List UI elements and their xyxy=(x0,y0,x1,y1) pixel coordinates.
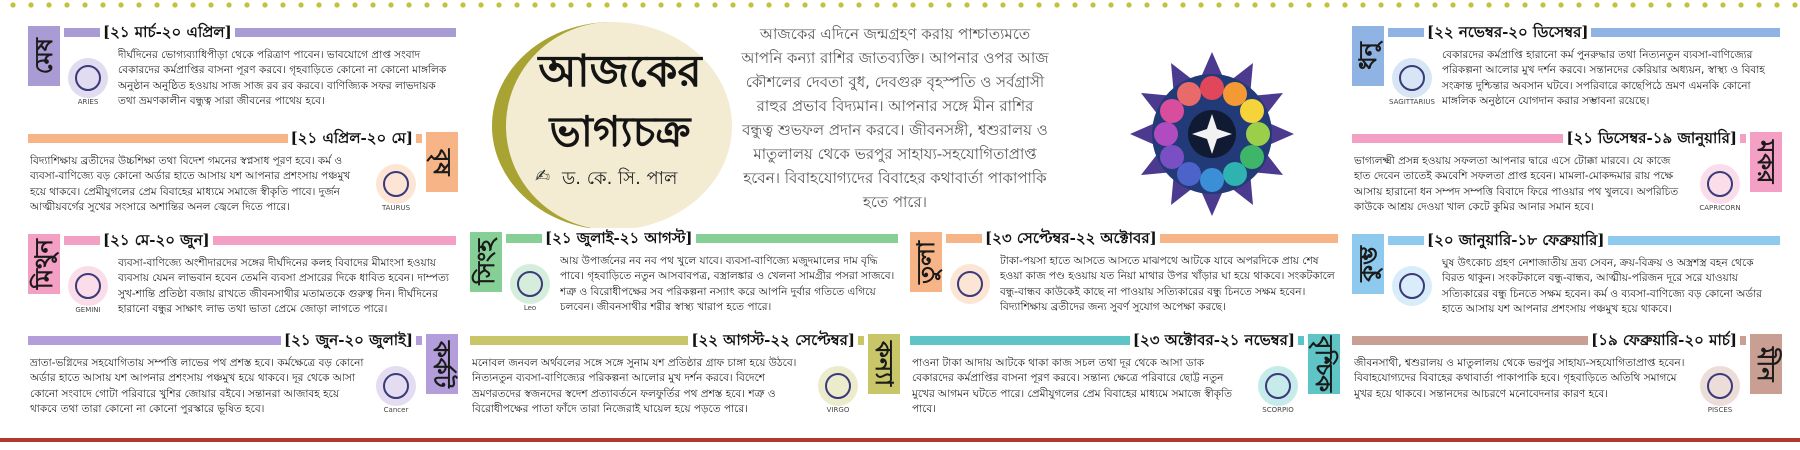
sign-block-kanya xyxy=(470,330,900,426)
tula-zodiac-icon xyxy=(944,260,996,312)
sign-block-karkat xyxy=(28,330,458,426)
title-line-1: আজকের xyxy=(538,46,702,97)
sign-date-range: [২১ ডিসেম্বর-১৯ জানুয়ারি] xyxy=(1563,128,1740,148)
sign-date-range: [২২ আগস্ট-২২ সেপ্টেম্বর] xyxy=(688,330,858,350)
sign-name-tab xyxy=(1308,334,1340,394)
sign-date-range: [২২ নভেম্বর-২০ ডিসেম্বর] xyxy=(1424,22,1591,42)
mithun-zodiac-icon xyxy=(62,262,114,314)
bottom-rule xyxy=(0,438,1800,442)
sign-name: কন্যা xyxy=(870,341,899,387)
zodiac-wheel-image xyxy=(1128,50,1296,218)
sign-block-singha xyxy=(470,228,900,324)
top-dotted-border xyxy=(0,0,1800,10)
dhanu-zodiac-icon xyxy=(1386,54,1438,106)
sign-date-range: [২১ এপ্রিল-২০ মে] xyxy=(288,128,416,148)
sign-name: ধনু xyxy=(1353,42,1382,70)
sign-name: বৃশ্চিক xyxy=(1310,335,1339,393)
sign-block-kumbha xyxy=(1352,230,1782,326)
sign-forecast-text: বেকারদের কর্মপ্রাপ্তি হারানো কর্ম পুনরুদ্ধার তথা নিত্যনতুন ব্যবসা-বাণিজ্যের পরিকল্পনা আলোর মুখ দর্শন করবে। সন্তানদের কেরিয়ার অধ্যয়ন, স্বাস্থ্য ও বিবাহ সংক্রান্ত দুশ্চিন্তার অবসান ঘটবে। সপরিবারে কাছেপিঠে ভ্রমণ এমনকি কোনো মাঙ্গলিক অনুষ্ঠানে যোগদান করার সম্ভাবনা রয়েছে। xyxy=(1442,49,1765,107)
sign-block-brishchik xyxy=(910,330,1340,426)
sign-date-range: [২১ মে-২০ জুন] xyxy=(100,230,213,250)
meen-zodiac-icon xyxy=(1694,362,1746,414)
sign-block-makar xyxy=(1352,128,1782,224)
sign-date-range: [২৩ সেপ্টেম্বর-২২ অক্টোবর] xyxy=(982,228,1160,248)
sign-date-range: [২১ জুন-২০ জুলাই] xyxy=(281,330,416,350)
sign-date-range: [১৯ ফেব্রুয়ারি-২০ মার্চ] xyxy=(1588,330,1740,350)
sign-date-range: [২৩ অক্টোবর-২১ নভেম্বর] xyxy=(1130,330,1298,350)
sign-name-tab xyxy=(910,232,942,292)
zodiac-icon-label: CAPRICORN xyxy=(1699,204,1741,212)
singha-zodiac-icon xyxy=(504,260,556,312)
sign-forecast-text: বিদ্যাশিক্ষায় ব্রতীদের উচ্চশিক্ষা তথা বিদেশ গমনের স্বপ্নসাধ পূরণ হবে। কর্ম ও ব্যবসা-বাণিজ্যে বড় কোনো অর্ডার হাতে আসায় যশ আপনার প্রশংসায় পঞ্চমুখ হয়ে থাকবে। প্রেমীযুগলের প্রেম বিবাহের মাধ্যমে সমাজে স্বীকৃতি পাবে। দুর্জন আত্মীয়বর্গের সুখের সংসারে অশান্তির অনল জ্বেলে দিতে পারে। xyxy=(30,155,351,213)
sign-forecast-text: দীর্ঘদিনের ভোগ্যব্যাধিপীড়া থেকে পরিত্রাণ পাবেন। ভাবযোগে প্রাপ্ত সংবাদ বেকারদের কর্মপ্রাপ্তির বাসনা পূরণ করবে। গৃহবাড়িতে কোনো না কোনো মাঙ্গলিক অনুষ্ঠান অনুষ্ঠিত হওয়ায় সাজ সাজ রব রব করবে। বাণিজ্যিক সফর লাভদায়ক তথা ভ্রমণকালীন বন্ধুত্ব সারা জীবনের পাথেয় হবে। xyxy=(118,49,447,107)
sign-name-tab xyxy=(1352,234,1384,294)
makar-zodiac-icon xyxy=(1694,160,1746,212)
sign-forecast-text: ভ্রাতা-ভগ্নিদের সহযোগিতায় সম্পত্তি লাভের পথ প্রশস্ত হবে। কর্মক্ষেত্রে বড় কোনো অর্ডার হাতে আসায় যশ আপনার প্রশংসায় পঞ্চমুখ হয়ে থাকবে। দূর থেকে আসা কোনো সংবাদে গোটা পরিবারে খুশির জোয়ার বইবে। সন্তানরা আজাবহ হয়ে থাকবে তথা তারা কোনো না কোনো পুরস্কারে ভূষিত হবে। xyxy=(30,357,364,415)
brishchik-zodiac-icon xyxy=(1252,362,1304,414)
mesh-zodiac-icon xyxy=(62,54,114,106)
sign-name: কুম্ভ xyxy=(1353,246,1382,282)
brish-zodiac-icon xyxy=(370,160,422,212)
sign-name-tab xyxy=(470,232,502,292)
zodiac-icon-label: VIRGO xyxy=(826,406,850,414)
sign-date-range: [২০ জানুয়ারি-১৮ ফেব্রুয়ারি] xyxy=(1424,230,1608,250)
zodiac-icon-label: SCORPIO xyxy=(1262,406,1294,414)
sign-name-tab xyxy=(28,26,60,86)
sign-forecast-text: ভাগ্যলক্ষ্মী প্রসন্ন হওয়ায় সফলতা আপনার দ্বারে এসে টোক্কা মারবে। যে কাজে হাত দেবেন তাতেই কমবেশি সফলতা প্রাপ্ত হবেন। মামলা-মোকদ্দমার রায় পক্ষে আসায় হারানো ধন সম্পদ সম্পত্তি বিবাদে ফিরে পাওয়ার পথ খুলবে। অপরিচিত কাউকে আশ্রয় দেওয়া খাল কেটে কুমির আনার সমান হবে। xyxy=(1354,155,1679,213)
sign-block-dhanu xyxy=(1352,22,1782,118)
sign-block-mesh xyxy=(28,22,458,118)
zodiac-icon-label: Leo xyxy=(523,304,537,312)
pen-icon: ✍ xyxy=(535,166,551,187)
sign-name-tab xyxy=(426,334,458,394)
author-name: ড. কে. সি. পাল xyxy=(562,168,678,189)
kanya-zodiac-icon xyxy=(812,362,864,414)
karkat-zodiac-icon xyxy=(370,362,422,414)
sign-name: মকর xyxy=(1752,140,1781,184)
sign-block-brish xyxy=(28,128,458,224)
sign-block-meen xyxy=(1352,330,1782,426)
sign-forecast-text: ঘুষ উৎকোচ গ্রহণ নেশাজাতীয় দ্রব্য সেবন, ক্রয়-বিক্রয় ও অস্ত্রশস্ত্র বহন থেকে বিরত থাকুন। সংকটকালে বন্ধু-বান্ধব, আত্মীয়-পরিজন দূরে সরে যাওয়ায় সত্যিকারের বন্ধু চিনতে সক্ষম হবেন। কর্ম ও ব্যবসা-বাণিজ্যে বড় কোনো অর্ডার হাতে আসায় যশ আপনার প্রশংসায় পঞ্চমুখ হয়ে থাকবে। xyxy=(1442,257,1762,315)
sign-name: সিংহ xyxy=(471,239,500,285)
sign-name: মিথুন xyxy=(29,238,58,290)
zodiac-icon-label: Cancer xyxy=(383,406,409,414)
sign-forecast-text: মনোবল জনবল অর্থবলের সঙ্গে সঙ্গে সুনাম যশ প্রতিষ্ঠার গ্রাফ চাঙ্গা হয়ে উঠবে। নিত্যনতুন ব্যবসা-বাণিজ্যের পরিকল্পনা আলোর মুখ দর্শন করবে। বিদেশে ভ্রমণরতদের স্বজনদের স্বদেশ প্রত্যাবর্তনে ফলফুর্তির পথ প্রশস্ত হবে। শত্রু ও বিরোধীপক্ষের পাতা ফাঁদে তারা নিজেরাই ঘায়েল হয়ে পড়তে পারে। xyxy=(472,357,797,415)
sign-name-tab xyxy=(426,132,458,192)
sign-forecast-text: টাকা-পয়সা হাতে আসতে আসতে মাঝপথে আটকে যাবে অপরদিকে প্রায় শেষ হওয়া কাজ পণ্ড হওয়ায় যত নিয়া মাথার উপর খাঁড়ার ঘা হয়ে থাকবে। সংকটকালে বন্ধু-বান্ধব কাউকেই কাছে না পাওয়ায় সত্যিকারের বন্ধু চিনতে সক্ষম হবেন। বিদ্যাশিক্ষায় ব্রতীদের জন্য সুবর্ণ সুযোগ অপেক্ষা করছে। xyxy=(1000,255,1335,313)
sign-block-tula xyxy=(910,228,1340,324)
sign-name-tab xyxy=(1750,132,1782,192)
sign-forecast-text: জীবনসাথী, শ্বশুরালয় ও মাতুলালয় থেকে ভরপুর সাহায্য-সহযোগিতাপ্রাপ্ত হবেন। বিবাহযোগ্যদের বিবাহের কথাবার্তা পাকাপাকি হবে। গৃহবাড়িতে অতিথি সমাগমে মুখর হয়ে থাকবে। সন্তানদের আচরণে মনোবেদনার কারণ হবে। xyxy=(1354,357,1685,400)
sign-forecast-text: আয় উপার্জনের নব নব পথ খুলে যাবে। ব্যবসা-বাণিজ্যে মজুদমালের দাম বৃদ্ধি পাবে। গৃহবাড়িতে নতুন আসবাবপত্র, বস্ত্রালঙ্কার ও খেলনা সামগ্রীর পসরা সাজবে। শত্রু ও বিরোধীপক্ষের সব পরিকল্পনা নস্যাৎ করে আপনি দুর্বার গতিতে এগিয়ে চলবেন। জীবনসাথীর শরীর স্বাস্থ্য খারাপ হতে পারে। xyxy=(560,255,895,313)
zodiac-icon-label: GEMINI xyxy=(75,306,101,314)
zodiac-icon-label: SAGITTARIUS xyxy=(1389,98,1435,106)
sign-name: বৃষ xyxy=(428,148,457,176)
sign-date-range: [২১ মার্চ-২০ এপ্রিল] xyxy=(100,22,235,42)
zodiac-icon-label: TAURUS xyxy=(381,204,411,212)
sign-block-mithun xyxy=(28,230,458,326)
sign-forecast-text: ব্যবসা-বাণিজ্যে অংশীদারদের সঙ্গের দীর্ঘদিনের কলহ বিবাদের মীমাংসা হওয়ায় ব্যবসায় যেমন লাভবান হবেন তেমনি ব্যবসা প্রসারের দিকে ধাবিত হবেন। দাম্পত্য সুখ-শান্তি প্রতিষ্ঠা বজায় রাখতে জীবনসাথীর মতামতকে গুরুত্ব দিন। দীর্ঘদিনের হারানো বন্ধুর সাক্ষাৎ লাভ তথা ভাতা প্রেমে জোড়া লাগতে পারে। xyxy=(118,257,449,315)
intro-paragraph: আজকের এদিনে জন্মগ্রহণ করায় পাশ্চাত্যমতে আপনি কন্যা রাশির জাতব্যক্তি। আপনার ওপর আজ কৌশলের দেবতা বুধ, দেবগুরু বৃহস্পতি ও সর্বগ্রাসী রাহুর প্রভাব বিদ্যমান। আপনার সঙ্গে মীন রাশির বন্ধুত্ব শুভফল প্রদান করবে। জীবনসঙ্গী, শ্বশুরালয় ও মাতুলালয় থেকে ভরপুর সাহায্য-সহযোগিতাপ্রাপ্ত হবেন। বিবাহযোগ্যদের বিবাহের কথাবার্তা পাকাপাকি হতে পারে। xyxy=(741,25,1049,211)
sign-name-tab xyxy=(1352,26,1384,86)
title-line-2: ভাগ্যচক্র xyxy=(549,107,691,156)
sign-name: মীন xyxy=(1752,346,1781,382)
zodiac-icon-label: PISCES xyxy=(1707,406,1733,414)
sign-name: মেষ xyxy=(29,37,58,75)
sign-name-tab xyxy=(28,234,60,294)
sign-name-tab xyxy=(868,334,900,394)
kumbha-zodiac-icon xyxy=(1386,262,1438,314)
sign-name: কর্কট xyxy=(428,340,457,388)
zodiac-icon-label: ARIES xyxy=(77,98,99,106)
sign-date-range: [২১ জুলাই-২১ আগস্ট] xyxy=(542,228,696,248)
sign-forecast-text: পাওনা টাকা আদায় আটকে থাকা কাজ সচল তথা দূর থেকে আসা ডাক বেকারদের কর্মপ্রাপ্তির বাসনা পূরণ করবে। সন্তান্য ক্ষেত্রে পরিবারে ছোট্ট নতুন মুখের আগমন ঘটতে পারে। প্রেমীযুগলের প্রেম বিবাহের মাধ্যমে সমাজে স্বীকৃতি পাবে। xyxy=(912,357,1232,415)
sign-name-tab xyxy=(1750,334,1782,394)
sign-name: তুলা xyxy=(911,240,940,284)
